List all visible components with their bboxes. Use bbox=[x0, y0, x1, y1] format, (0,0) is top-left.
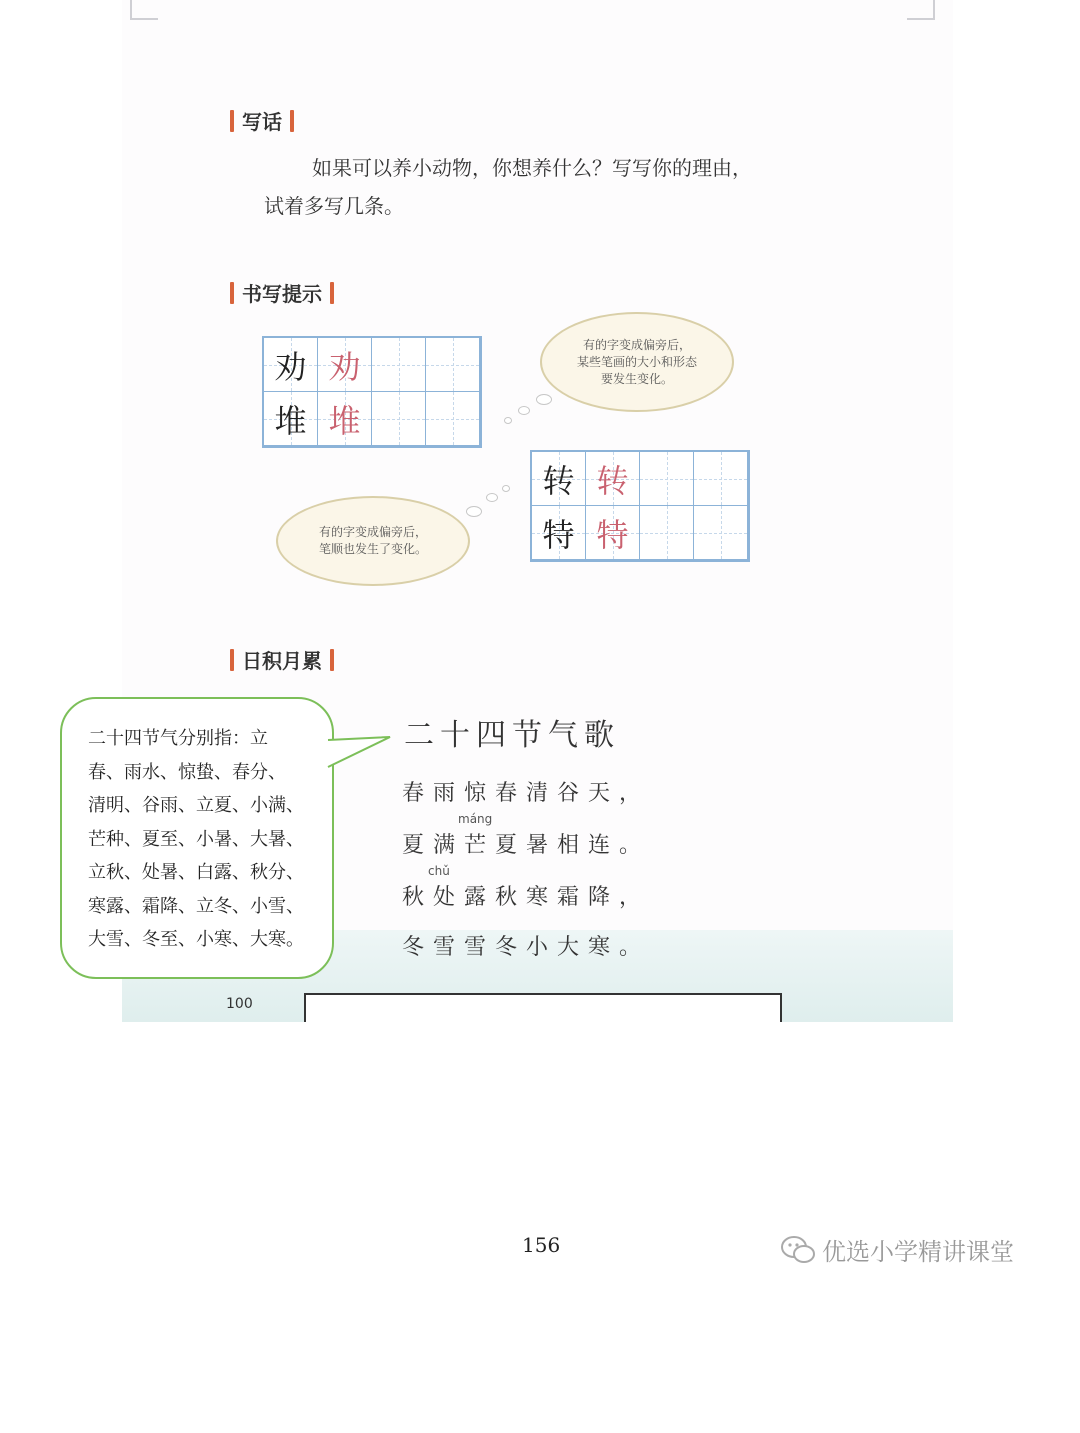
watermark bbox=[780, 1232, 1014, 1267]
document-page-number: 156 bbox=[522, 1233, 561, 1257]
note-pointer bbox=[326, 735, 396, 775]
thought-dot bbox=[518, 406, 530, 415]
writing-prompt-line1: 如果可以养小动物，你想养什么？写写你的理由， bbox=[312, 156, 752, 180]
pinyin-chu: chǔ bbox=[428, 864, 450, 878]
section-title-writing: 写话 bbox=[230, 106, 294, 135]
poem-line-1: 春雨惊春清谷天， bbox=[402, 781, 651, 806]
poem-line-3: 秋处露秋寒霜降， bbox=[402, 885, 651, 910]
thought-dot bbox=[504, 417, 512, 424]
book-page-number: 100 bbox=[226, 996, 253, 1012]
thought-dot bbox=[486, 493, 498, 502]
char-grid-1: 劝 劝 堆 堆 bbox=[262, 336, 482, 448]
char-grid-2: 转 转 特 特 bbox=[530, 450, 750, 562]
pinyin-mang: máng bbox=[458, 812, 493, 826]
poem-title: 二十四节气歌 bbox=[404, 718, 620, 753]
wechat-icon bbox=[780, 1235, 816, 1265]
next-section-frame bbox=[304, 993, 782, 1022]
poem-line-4: 冬雪雪冬小大寒。 bbox=[402, 935, 651, 960]
section-title-accumulate: 日积月累 bbox=[230, 645, 334, 674]
corner-mark-left bbox=[130, 0, 158, 20]
section-title-tips: 书写提示 bbox=[230, 278, 334, 307]
tip-cloud-1: 有的字变成偏旁后， 某些笔画的大小和形态 要发生变化。 bbox=[540, 312, 734, 412]
thought-dot bbox=[502, 485, 510, 492]
thought-dot bbox=[466, 506, 482, 517]
tip-cloud-2: 有的字变成偏旁后， 笔顺也发生了变化。 bbox=[276, 496, 470, 586]
thought-dot bbox=[536, 394, 552, 405]
poem-line-2: 夏满芒夏暑相连。 bbox=[402, 833, 651, 858]
annotation-text: 二十四节气分别指：立 春、雨水、惊蛰、春分、 清明、谷雨、立夏、小满、 芒种、夏至、小暑、大暑、 立秋、处暑、白露、秋分、 寒露、霜降、立冬、小雪、 大雪、冬至、小寒、大寒。 bbox=[88, 728, 304, 950]
watermark-text: 优选小学精讲课堂 bbox=[822, 1238, 1014, 1266]
writing-prompt-line2: 试着多写几条。 bbox=[264, 194, 404, 218]
corner-mark-right bbox=[907, 0, 935, 20]
